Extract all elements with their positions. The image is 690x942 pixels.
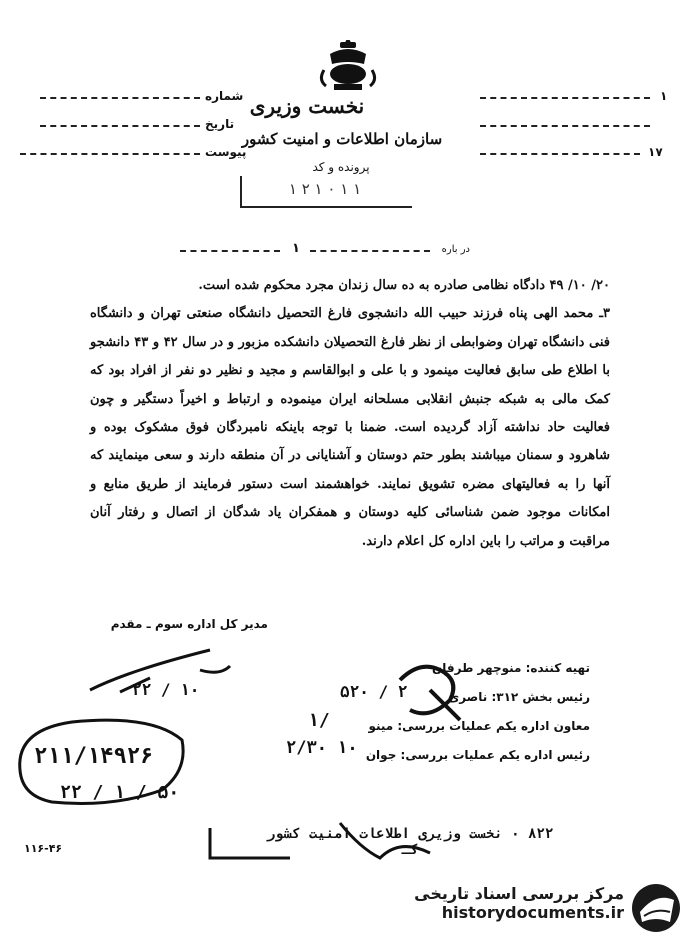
handwritten-date-note: ۲/۳۰ ۱۰ — [286, 738, 358, 758]
handwritten-note-left: ۲۲ / ۱۰ — [132, 680, 200, 699]
official-line-preparer: تهیه کننده: منوچهر طرفان — [432, 661, 590, 675]
official-line-section-head: رئیس بخش ۳۱۲: ناصری — [448, 690, 590, 704]
registration-stamp-text: ۱ ۱ ۰ ۱ ۲ ۱ — [288, 180, 362, 198]
watermark-url: historydocuments.ir — [441, 903, 624, 922]
subject-number: ۱ — [292, 241, 300, 256]
director-signature-title: مدیر کل اداره سوم ـ مقدم — [110, 617, 268, 631]
right-field-line-2 — [480, 125, 650, 127]
bottom-stamp-text: ۸۲۲ ۰ نخست وزیری اطلاعات امنیت کشور کـ — [266, 826, 554, 858]
field-date-line — [40, 125, 200, 127]
right-field-number-2: ۱۷ — [648, 145, 663, 159]
organization-heading: سازمان اطلاعات و امنیت کشور — [241, 130, 443, 148]
field-date-label: تاریخ — [205, 117, 235, 131]
handwritten-fraction: ۱/ — [308, 710, 330, 731]
field-attachment-line — [20, 153, 200, 155]
field-number-line — [40, 97, 200, 99]
official-line-office-head: رئیس اداره یکم عملیات بررسی: جوان — [365, 748, 590, 762]
archive-logo-icon — [630, 882, 682, 934]
reference-text: دادگاه نظامی صادره به ده سال زندان مجرد محکوم شده است. — [198, 278, 545, 293]
letter-body — [90, 272, 610, 556]
handwritten-oval-line-1: ۲۱۱/۱۴۹۲۶ — [34, 744, 154, 769]
reference-date: ۲۰/ ۱۰/ ۴۹ — [549, 278, 610, 293]
department-subheading: پرونده و کد — [312, 160, 370, 174]
right-field-line-3 — [480, 153, 640, 155]
subject-label: در باره — [441, 244, 470, 255]
handwritten-oval-line-2: ۲۲ / ۱ / ۵۰ — [60, 782, 180, 803]
field-attachment-label: پیوست — [205, 145, 247, 159]
watermark-title: مرکز بررسی اسناد تاریخی — [414, 884, 624, 903]
ministry-heading: نخست وزیری — [249, 94, 365, 118]
page-number: ۱۱۶-۴۶ — [24, 842, 63, 855]
main-paragraph: ۳ـ محمد الهی پناه فرزند حبیب الله دانشجوی فارغ التحصیل دانشگاه صنعتی تهران و دانشگاه فنی دانشگاه تهران وضوابطی از نظر فارغ التحصیلان دانشکده مزبور و در سال ۴۲ و ۴۳ دانشجو با اطلاع طی سابق فعالیت مینمود و با علی و ابوالقاسم و مجید و نظیر دو نفر از افراد بود که کمک مالی به شبکه جنبش انقلابی مسلحانه ایران مینموده و ارتباط و اخیراً دستگیر و چون فعالیت حاد نداشته آزاد گردیده است. ضمنا با توجه باینکه نامبردگان فوق مشکوک بوده و شاهرود و سمنان میباشند بطور حتم دوستان و آشنایانی در آن منطقه دارند و سعی مینمایند که آنها را به فعالیتهای مضره تشویق نمایند. خواهشمند است دستور فرمایند از طریق منابع و امکانات موجود ضمن شناسائی کلیه دوستان و همفکران یاد شدگان از اتصال و رفتار آنان مراقبت و مراتب را باین اداره کل اعلام دارند. — [90, 306, 611, 549]
subject-line-left — [180, 250, 280, 252]
subject-line-right — [310, 250, 430, 252]
imperial-emblem-icon — [318, 40, 378, 92]
right-field-line-1 — [480, 97, 650, 99]
subject-row — [180, 241, 470, 258]
right-field-number-1: ۱ — [660, 89, 668, 103]
reference-line — [90, 272, 610, 300]
field-number-label: شماره — [205, 89, 244, 103]
archive-watermark — [404, 880, 688, 938]
official-line-deputy: معاون اداره یکم عملیات بررسی: مینو — [368, 719, 590, 733]
handwritten-initial-note: ۵۲۰ / ۲ — [340, 682, 408, 701]
